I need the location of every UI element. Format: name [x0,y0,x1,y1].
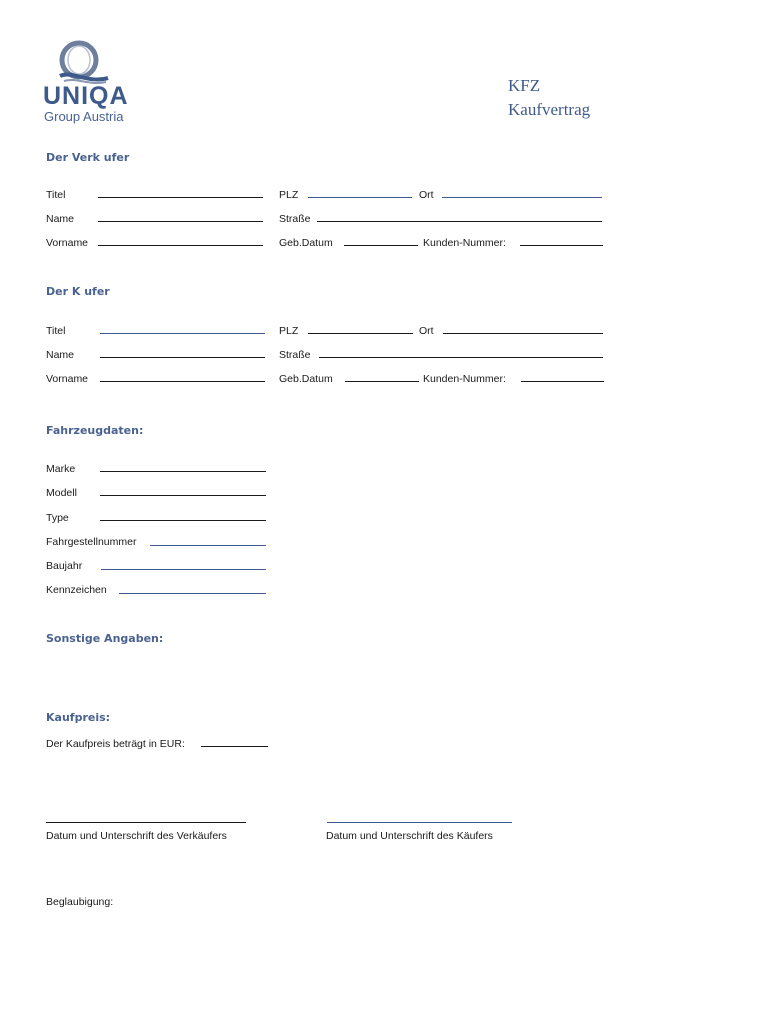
seller-name-field[interactable] [98,221,263,222]
buyer-strasse-field[interactable] [319,357,603,358]
buyer-name-label: Name [46,349,75,361]
title-line-2: Kaufvertrag [508,100,591,119]
seller-plz-label: PLZ [279,189,299,201]
uniqa-logo-icon [54,40,110,86]
buyer-gebdatum-label: Geb.Datum [279,373,333,385]
seller-titel-label: Titel [46,189,66,201]
price-heading: Kaufpreis: [46,711,111,724]
buyer-signature-label: Datum und Unterschrift des Käufers [326,830,493,842]
vehicle-kennzeichen-field[interactable] [119,593,266,594]
seller-titel-field[interactable] [98,197,263,198]
buyer-kundennummer-label: Kunden-Nummer: [423,373,506,385]
seller-ort-field[interactable] [442,197,602,198]
seller-kundennummer-label: Kunden-Nummer: [423,237,506,249]
buyer-gebdatum-field[interactable] [345,381,419,382]
buyer-name-field[interactable] [100,357,265,358]
vehicle-baujahr-field[interactable] [101,569,266,570]
seller-signature-label: Datum und Unterschrift des Verkäufers [46,830,227,842]
vehicle-baujahr-label: Baujahr [46,560,83,572]
seller-strasse-label: Straße [279,213,311,225]
seller-signature-field[interactable] [46,822,246,823]
logo-brand: UNIQA [43,82,129,110]
vehicle-type-label: Type [46,512,69,524]
other-heading: Sonstige Angaben: [46,632,164,645]
buyer-kundennummer-field[interactable] [521,381,604,382]
seller-gebdatum-field[interactable] [344,245,418,246]
document-title [508,74,590,122]
seller-kundennummer-field[interactable] [520,245,603,246]
price-field[interactable] [201,746,268,747]
buyer-heading: Der K ufer [46,285,110,298]
buyer-signature-field[interactable] [327,822,512,823]
buyer-vorname-field[interactable] [100,381,265,382]
vehicle-fahrgestellnummer-label: Fahrgestellnummer [46,536,137,548]
buyer-plz-field[interactable] [308,333,413,334]
vehicle-modell-label: Modell [46,487,77,499]
certification-label: Beglaubigung: [46,896,114,908]
vehicle-fahrgestellnummer-field[interactable] [150,545,266,546]
buyer-strasse-label: Straße [279,349,311,361]
seller-vorname-label: Vorname [46,237,89,249]
vehicle-type-field[interactable] [100,520,266,521]
vehicle-marke-label: Marke [46,463,76,475]
seller-ort-label: Ort [419,189,434,201]
buyer-plz-label: PLZ [279,325,299,337]
seller-gebdatum-label: Geb.Datum [279,237,333,249]
buyer-ort-field[interactable] [443,333,603,334]
price-label: Der Kaufpreis beträgt in EUR: [46,738,185,750]
seller-strasse-field[interactable] [317,221,602,222]
seller-vorname-field[interactable] [98,245,263,246]
seller-plz-field[interactable] [308,197,412,198]
buyer-titel-field[interactable] [100,333,265,334]
logo-subtitle: Group Austria [44,109,124,124]
buyer-ort-label: Ort [419,325,434,337]
buyer-titel-label: Titel [46,325,66,337]
vehicle-marke-field[interactable] [100,471,266,472]
seller-heading: Der Verk ufer [46,151,130,164]
seller-name-label: Name [46,213,75,225]
vehicle-heading: Fahrzeugdaten: [46,424,144,437]
vehicle-modell-field[interactable] [100,495,266,496]
title-line-1: KFZ [508,76,541,95]
vehicle-kennzeichen-label: Kennzeichen [46,584,107,596]
buyer-vorname-label: Vorname [46,373,89,385]
